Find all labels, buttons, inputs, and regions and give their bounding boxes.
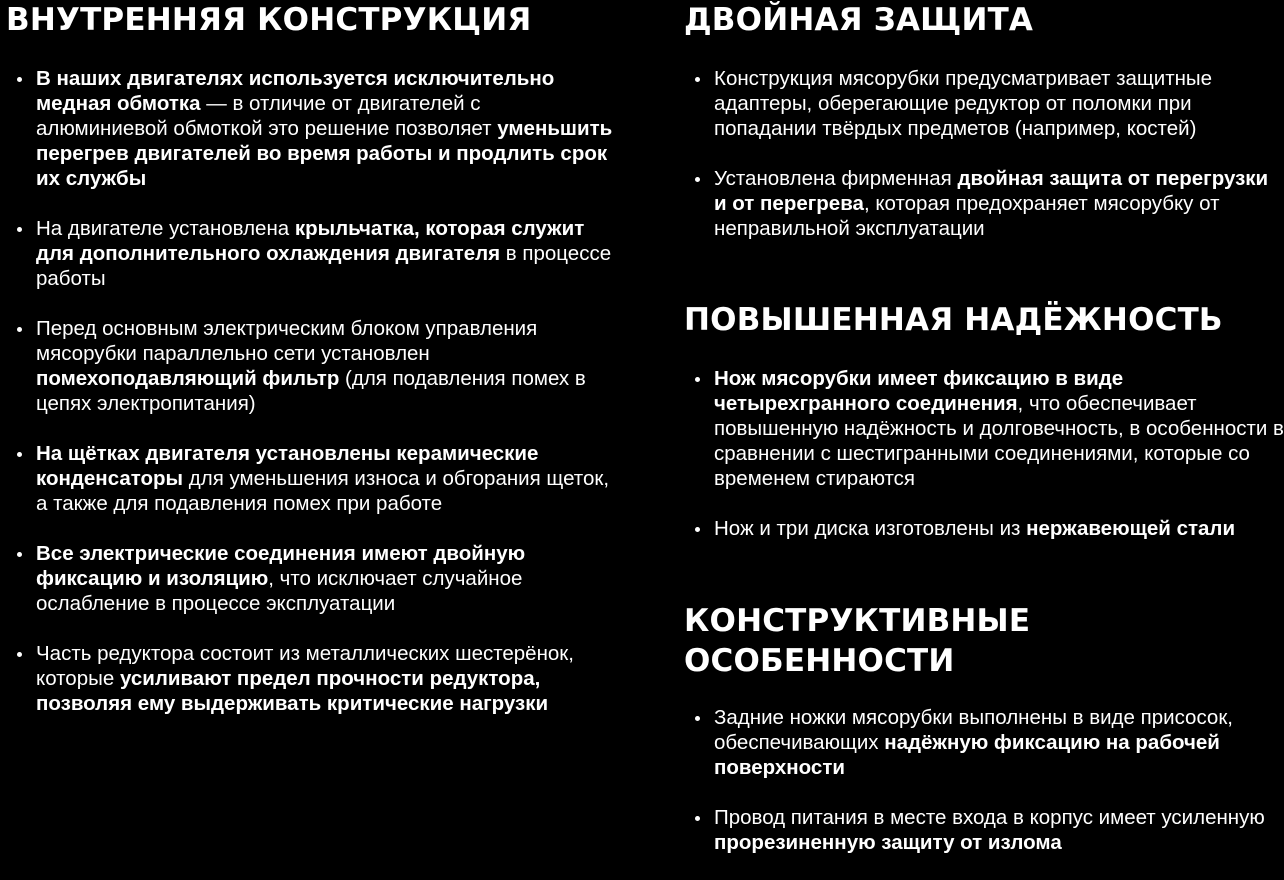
list-item — [6, 441, 616, 516]
text: , что обеспечивает повышенную надёжность и долговечность, в особенности в сравнении с шестигранными соединениями, которые со временем стираются — [714, 392, 1284, 490]
text: (для подавления помех в цепях электропитания) — [36, 367, 586, 415]
text: Провод питания в месте входа в корпус имеет усиленную — [714, 806, 1265, 829]
list-item — [6, 216, 616, 291]
text: На двигателе установлена — [36, 217, 295, 240]
text: Перед основным электрическим блоком управления мясорубки параллельно сети установлен — [36, 317, 538, 365]
list-item — [6, 66, 616, 191]
text: Часть редуктора состоит из металлических шестерёнок, которые — [36, 642, 574, 690]
text: , что исключает случайное ослабление в процессе эксплуатации — [36, 567, 523, 615]
section-increased-reliability — [684, 300, 1284, 566]
list-item — [684, 805, 1284, 855]
bold-text: помехоподавляющий фильтр — [36, 367, 340, 390]
feature-list — [684, 66, 1284, 241]
list-item — [684, 166, 1284, 241]
list-item — [684, 705, 1284, 780]
section-internal-construction — [6, 0, 616, 741]
feature-list — [684, 705, 1284, 855]
list-item — [6, 641, 616, 716]
bold-text: двойная защита от перегрузки и от перегрева — [714, 167, 1269, 215]
heading-line: ОСОБЕННОСТИ — [684, 643, 955, 679]
heading-line: ДВОЙНАЯ ЗАЩИТА — [684, 2, 1034, 38]
section-heading: ВНУТРЕННЯЯ КОНСТРУКЦИЯ — [6, 2, 532, 38]
bold-text: усиливают предел прочности редуктора, позволяя ему выдерживать критические нагрузки — [36, 667, 549, 715]
text: — в отличие от двигателей с алюминиевой обмоткой это решение позволяет — [36, 92, 498, 140]
text: в процессе работы — [36, 242, 612, 290]
heading-line: ПОВЫШЕННАЯ НАДЁЖНОСТЬ — [684, 302, 1223, 338]
text: Конструкция мясорубки предусматривает защитные адаптеры, оберегающие редуктор от поломки при попадании твёрдых предметов (например, костей) — [714, 67, 1213, 140]
bold-text: Все электрические соединения имеют двойную фиксацию и изоляцию — [36, 542, 526, 590]
section-heading — [684, 601, 1284, 681]
text: Установлена фирменная — [714, 167, 958, 190]
section-heading — [684, 0, 1284, 40]
bold-text: крыльчатка, которая служит для дополнительного охлаждения двигателя — [36, 217, 585, 265]
list-item — [6, 541, 616, 616]
bold-text: прорезиненную защиту от излома — [714, 831, 1062, 854]
bold-text: В наших двигателях используется исключительно медная обмотка — [36, 67, 555, 115]
text: Нож и три диска изготовлены из — [714, 517, 1027, 540]
bold-text: уменьшить перегрев двигателей во время работы и продлить срок их службы — [36, 117, 613, 190]
section-double-protection — [684, 0, 1284, 266]
feature-list — [684, 366, 1284, 541]
feature-list — [6, 66, 616, 716]
bold-text: Нож мясорубки имеет фиксацию в виде четырехгранного соединения — [714, 367, 1124, 415]
text: , которая предохраняет мясорубку от неправильной эксплуатации — [714, 192, 1220, 240]
list-item — [684, 516, 1284, 541]
list-item — [684, 366, 1284, 491]
heading-line: КОНСТРУКТИВНЫЕ — [684, 603, 1031, 639]
text: для уменьшения износа и обгорания щеток, а также для подавления помех при работе — [36, 467, 610, 515]
list-item — [6, 316, 616, 416]
section-design-features — [684, 601, 1284, 880]
bold-text: На щётках двигателя установлены керамические конденсаторы — [36, 442, 539, 490]
bold-text: надёжную фиксацию на рабочей поверхности — [714, 731, 1220, 779]
list-item — [684, 66, 1284, 141]
section-heading — [684, 300, 1284, 340]
bold-text: нержавеющей стали — [1026, 517, 1236, 540]
text: Задние ножки мясорубки выполнены в виде присосок, обеспечивающих — [714, 706, 1233, 754]
